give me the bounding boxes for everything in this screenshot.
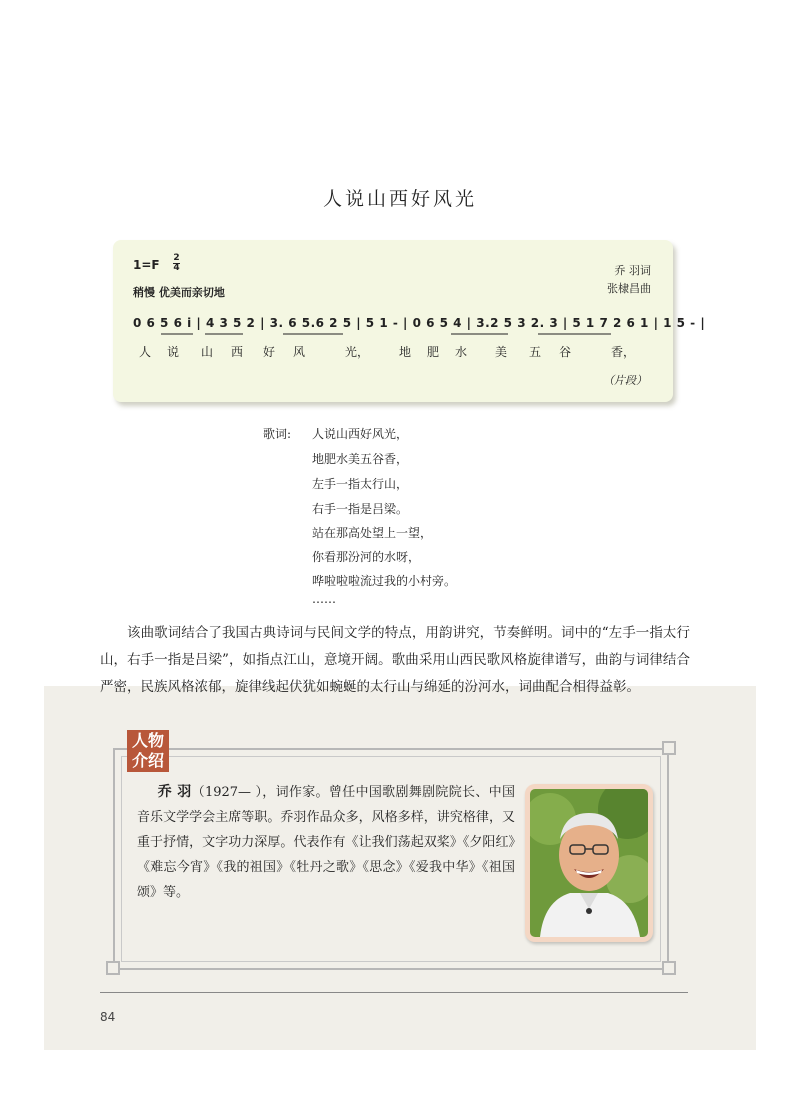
tempo-marking: 稍慢 优美而亲切地 xyxy=(133,286,225,299)
lyrics-label: 歌词: xyxy=(263,427,292,441)
lyric-line: 地肥水美五谷香， xyxy=(312,452,409,466)
profile-bio-text: （1927— ），词作家。曾任中国歌剧舞剧院院长、中国音乐文学学会主席等职。乔羽作品众多，风格多样，讲究格律，又重于抒情，文字功力深厚。代表作有《让我们荡起双桨》《夕阳红》《难忘今宵》《我的祖国》《牡丹之歌》《思念》《爱我中华》《祖国颂》等。 xyxy=(137,785,515,900)
lyric-line: 哗啦啦啦流过我的小村旁。 xyxy=(312,574,457,588)
frame-corner-ornament xyxy=(662,961,676,975)
score-lyric: 风 xyxy=(293,345,306,359)
notation-line: 0 6 5 6 i | 4 3 5 2 | 3. 6 5.6 2 5 | 5 1 - | 0 6 5 4 | 3.2 5 3 2. 3 | 5 1 7 2 6 1 | 1 5 - | xyxy=(133,316,706,330)
page-number: 84 xyxy=(100,1010,116,1024)
lyric-line: 站在那高处望上一望， xyxy=(312,526,433,540)
badge-line2: 介绍 xyxy=(131,751,164,770)
frame-corner-ornament xyxy=(106,961,120,975)
portrait-illustration xyxy=(530,789,648,937)
lyric-line: …… xyxy=(312,592,336,606)
lyric-line: 左手一指太行山， xyxy=(312,477,409,491)
portrait-photo xyxy=(525,784,653,942)
frame-corner-ornament xyxy=(662,741,676,755)
score-lyric: 人 xyxy=(139,345,152,359)
score-lyric: 说 xyxy=(167,345,180,359)
time-signature xyxy=(173,254,180,273)
footer-rule xyxy=(100,992,688,993)
score-lyric: 地 xyxy=(399,345,412,359)
analysis-paragraph: 该曲歌词结合了我国古典诗词与民间文学的特点，用韵讲究，节奏鲜明。词中的“左手一指太行山，右手一指是吕梁”，如指点江山，意境开阔。歌曲采用山西民歌风格旋律谱写，曲韵与词律结合严密，民族风格浓郁，旋律线起伏犹如蜿蜒的太行山与绵延的汾河水，词曲配合相得益彰。 xyxy=(100,625,690,695)
score-lyric: 水 xyxy=(455,345,468,359)
fragment-note: （片段） xyxy=(603,374,647,387)
score-panel xyxy=(113,240,706,402)
score-lyric: 光， xyxy=(345,345,370,359)
composer-credit: 张棣昌曲 xyxy=(607,282,651,295)
score-lyric: 谷 xyxy=(559,345,572,359)
score-lyric: 香， xyxy=(611,345,636,359)
profile-bio xyxy=(137,780,515,905)
key-signature: 1=F xyxy=(133,258,160,272)
song-title: 人说山西好风光 xyxy=(322,188,477,210)
profile-badge xyxy=(127,730,169,772)
score-lyric: 美 xyxy=(495,345,508,359)
lyric-line: 你看那汾河的水呀， xyxy=(312,550,421,564)
score-lyric: 肥 xyxy=(427,345,440,359)
score-lyric: 五 xyxy=(529,345,542,359)
score-lyric: 山 xyxy=(201,345,214,359)
lyricist-credit: 乔 羽词 xyxy=(614,264,651,277)
score-lyric: 西 xyxy=(231,345,244,359)
time-top: 2 xyxy=(173,253,180,263)
time-bottom: 4 xyxy=(173,263,180,273)
score-lyric: 好 xyxy=(263,345,276,359)
notation-underline-marks xyxy=(133,333,655,336)
profile-name: 乔 羽 xyxy=(157,784,192,800)
lyric-line: 人说山西好风光， xyxy=(312,427,409,441)
badge-line1: 人物 xyxy=(131,731,164,750)
lyric-line: 右手一指是吕梁。 xyxy=(312,502,409,516)
